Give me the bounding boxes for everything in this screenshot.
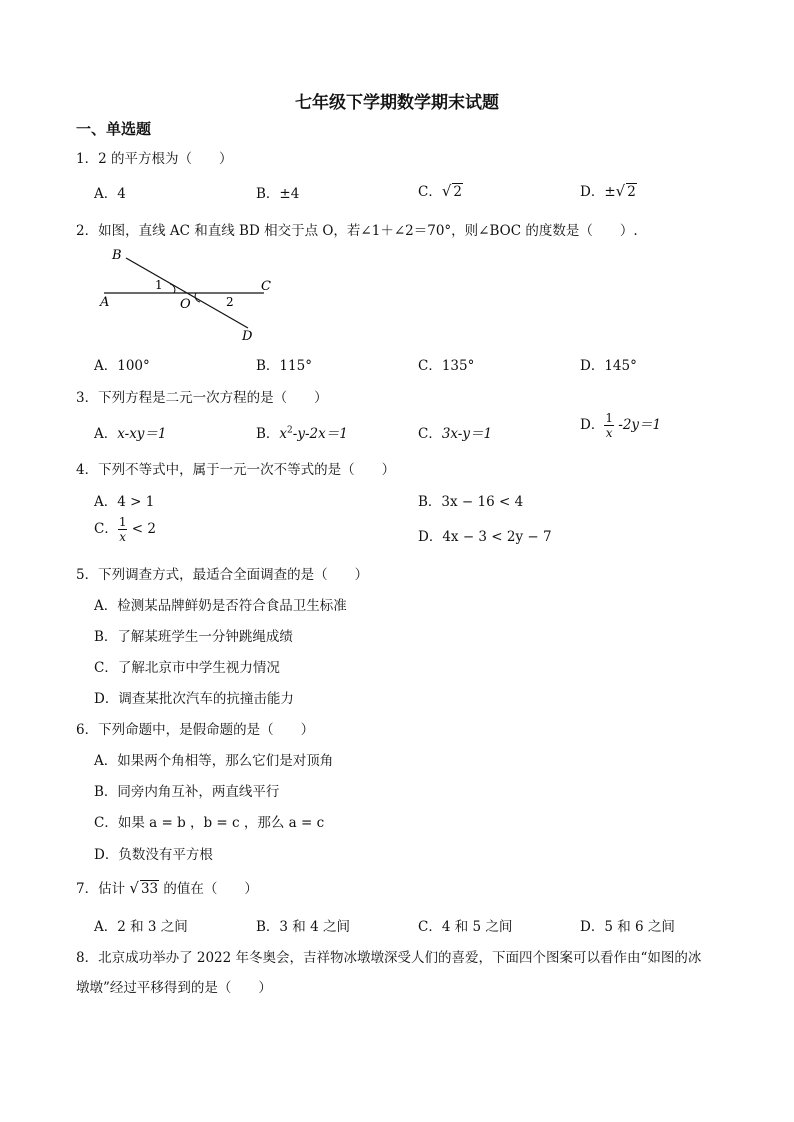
q7-stem-prefix: 7．估计 xyxy=(76,881,130,897)
q3-option-a xyxy=(94,422,167,442)
q5-option-c: C．了解北京市中学生视力情况 xyxy=(94,660,280,676)
label-b: B xyxy=(112,248,122,263)
q3-option-c xyxy=(418,422,492,442)
question-2-stem: 2．如图，直线 AC 和直线 BD 相交于点 O，若∠1＋∠2＝70°，则∠BOC 的度数是（ ）. xyxy=(76,223,638,239)
q2-option-c: C．135° xyxy=(418,358,475,374)
label-angle-1: 1 xyxy=(155,278,163,292)
q2-option-a: A．100° xyxy=(94,358,150,374)
q5-option-b: B．了解某班学生一分钟跳绳成绩 xyxy=(94,629,293,645)
q6-option-d: D．负数没有平方根 xyxy=(94,847,213,863)
q2-option-d: D．145° xyxy=(580,358,637,374)
q3-option-d-rest: -2y＝1 xyxy=(613,417,662,433)
question-3-stem: 3．下列方程是二元一次方程的是（ ） xyxy=(76,390,328,406)
q3-option-b-rest: -y-2x＝1 xyxy=(292,426,348,442)
question-8-stem-line-2: 墩墩”经过平移得到的是（ ） xyxy=(76,980,272,996)
question-6-stem: 6．下列命题中，是假命题的是（ ） xyxy=(76,722,315,738)
q4-option-b: B．3x − 16 < 4 xyxy=(418,494,524,510)
q3-option-b-label: B． xyxy=(256,426,280,442)
q5-option-d: D．调查某批次汽车的抗撞击能力 xyxy=(94,691,294,707)
q3-option-b-exponent: 2 xyxy=(287,425,293,436)
fraction-denominator: x xyxy=(119,530,127,544)
section-heading: 一、单选题 xyxy=(76,120,152,138)
question-4-stem: 4．下列不等式中，属于一元一次不等式的是（ ） xyxy=(76,462,396,478)
q3-option-b-base: x xyxy=(279,426,288,442)
fraction-numerator: 1 xyxy=(605,411,613,425)
q4-option-c-rest: < 2 xyxy=(127,521,156,537)
q3-option-c-equation: 3x-y＝1 xyxy=(441,426,493,442)
question-8-stem-line-1: 8．北京成功举办了 2022 年冬奥会，吉祥物冰墩墩深受人们的喜爱，下面四个图案可以看作由“如图的冰 xyxy=(76,950,702,966)
q4-option-c xyxy=(94,516,156,543)
q1-option-d: D．±√ 2 xyxy=(580,182,636,200)
fraction-denominator: x xyxy=(605,426,613,440)
q3-option-d xyxy=(580,412,661,439)
question-1-stem: 1．2 的平方根为（ ） xyxy=(76,151,233,167)
q6-option-b: B．同旁内角互补，两直线平行 xyxy=(94,784,280,800)
q7-radicand: 33 xyxy=(140,881,159,897)
fraction-numerator: 1 xyxy=(118,515,127,529)
q7-option-c: C．4 和 5 之间 xyxy=(418,919,513,935)
q4-option-c-label: C． xyxy=(94,521,118,537)
q3-option-c-label: C． xyxy=(418,426,442,442)
question-5-stem: 5．下列调查方式，最适合全面调查的是（ ） xyxy=(76,567,369,583)
q7-option-d: D．5 和 6 之间 xyxy=(580,919,675,935)
q5-option-a: A．检测某品牌鲜奶是否符合食品卫生标准 xyxy=(94,598,347,614)
label-d: D xyxy=(242,329,253,344)
q4-option-a: A．4 > 1 xyxy=(94,494,155,510)
q2-option-b: B．115° xyxy=(256,358,312,374)
q1-option-b: B．±4 xyxy=(256,186,300,202)
q3-option-a-equation: x-xy＝1 xyxy=(117,426,167,442)
q1-option-a: A．4 xyxy=(94,186,126,202)
q3-option-a-label: A． xyxy=(94,426,118,442)
label-angle-2: 2 xyxy=(226,295,234,309)
label-c: C xyxy=(261,279,271,294)
q1-option-c: C．√ 2 xyxy=(418,182,462,200)
q1-option-c-label: C． xyxy=(418,184,442,200)
q6-option-c: C．如果 a = b ，b = c ，那么 a = c xyxy=(94,815,325,831)
page-title: 七年级下学期数学期末试题 xyxy=(295,93,499,113)
q3-option-b xyxy=(256,422,348,442)
q6-option-a: A．如果两个角相等，那么它们是对顶角 xyxy=(94,753,334,769)
q1-option-d-radicand: 2 xyxy=(627,184,636,200)
q1-option-c-radicand: 2 xyxy=(453,184,462,200)
question-7-stem: 7．估计 √ 33 的值在（ ） xyxy=(76,879,258,897)
label-a: A xyxy=(100,295,110,310)
q3-option-d-fraction xyxy=(604,412,614,439)
q7-option-b: B．3 和 4 之间 xyxy=(256,919,350,935)
q7-stem-suffix: 的值在（ ） xyxy=(159,881,258,897)
q4-option-d: D．4x − 3 < 2y − 7 xyxy=(418,529,552,545)
label-o: O xyxy=(180,297,191,312)
q1-option-d-label: D．± xyxy=(580,184,616,200)
q7-option-a: A．2 和 3 之间 xyxy=(94,919,188,935)
q2-figure xyxy=(96,244,286,344)
q3-option-d-label: D． xyxy=(580,417,605,433)
